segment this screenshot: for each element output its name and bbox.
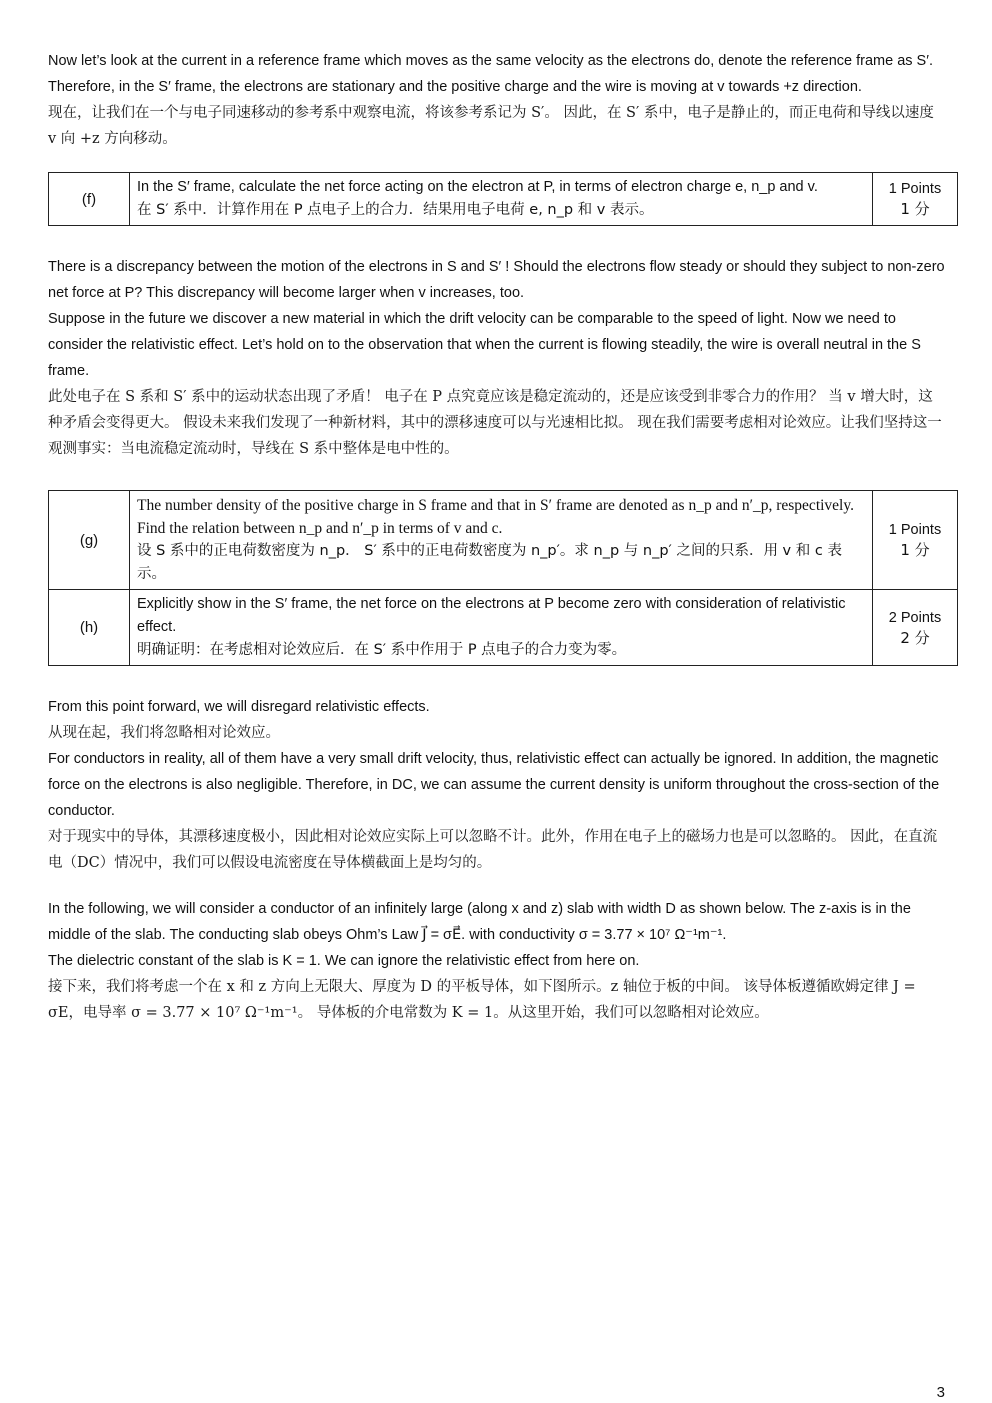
question-text-zh: 明确证明：在考虑相对论效应后．在 S′ 系中作用于 P 点电子的合力变为零。	[137, 642, 627, 658]
question-f-table	[48, 172, 958, 226]
question-g-h-table	[48, 490, 958, 666]
page-content	[48, 48, 946, 1026]
question-text-en: The number density of the positive charge in S frame and that in S′ frame are denoted as n_p and n′_p, respectively. Find the relation between n_p and n′_p in terms of v and c.	[137, 497, 854, 537]
question-body	[130, 173, 873, 226]
question-text-zh: 设 S 系中的正电荷数密度为 n_p． S′ 系中的正电荷数密度为 n_p′。求 n_p 与 n_p′ 之间的只系．用 v 和 c 表示。	[137, 543, 842, 582]
conductor-en: For conductors in reality, all of them have a very small drift velocity, thus, relativistic effect can actually be ignored. In addition, the magnetic force on the electrons is also negligible. Therefore, in DC, we can assume the current density is uniform throughout the cross-section of the conductor.	[48, 751, 940, 819]
points-zh: 1 分	[900, 541, 930, 559]
slab-zh: 接下来，我们将考虑一个在 x 和 z 方向上无限大、厚度为 D 的平板导体，如下图所示。z 轴位于板的中间。 该导体板遵循欧姆定律 J = σE，电导率 σ = 3.77 × 10⁷ Ω⁻¹m⁻¹。 导体板的介电常数为 K = 1。从这里开始，我们可以忽略相对论效应。	[48, 979, 916, 1021]
points-cell	[873, 491, 958, 590]
points-en: 2 Points	[888, 609, 942, 626]
points-cell	[873, 173, 958, 226]
question-label: (g)	[49, 491, 130, 590]
points-cell	[873, 590, 958, 666]
question-label: (f)	[49, 173, 130, 226]
question-text-en: In the S′ frame, calculate the net force acting on the electron at P, in terms of electron charge e, n_p and v.	[137, 179, 818, 195]
page-number: 3	[936, 1384, 945, 1401]
question-h-row	[49, 590, 958, 666]
points-en: 1 Points	[888, 181, 942, 197]
discrepancy-en-1: There is a discrepancy between the motion of the electrons in S and S′ ! Should the electrons flow steady or should they subject to non-zero net force at P? This discrepancy will become larger when v increases, too.	[48, 259, 945, 301]
question-g-row	[49, 491, 958, 590]
intro-en: Now let’s look at the current in a reference frame which moves as the same velocity as the electrons do, denote the reference frame as S′. Therefore, in the S′ frame, the electrons are stationary and the positive charge and the wire is moving at v towards +z direction.	[48, 53, 933, 95]
conductor-zh: 对于现实中的导体，其漂移速度极小，因此相对论效应实际上可以忽略不计。此外，作用在电子上的磁场力也是可以忽略的。 因此，在直流电（DC）情况中，我们可以假设电流密度在导体横截面上是均匀的。	[48, 829, 938, 871]
discrepancy-en-2: Suppose in the future we discover a new material in which the drift velocity can be comparable to the speed of light. Now we need to consider the relativistic effect. Let’s hold on to the observation that when the current is flowing steadily, the wire is overall neutral in the S frame.	[48, 311, 921, 379]
question-f-row	[49, 173, 958, 226]
question-body	[130, 491, 873, 590]
intro-zh: 现在，让我们在一个与电子同速移动的参考系中观察电流，将该参考系记为 S′。 因此，在 S′ 系中，电子是静止的，而正电荷和导线以速度 v 向 +z 方向移动。	[48, 105, 934, 147]
disregard-en: From this point forward, we will disregard relativistic effects.	[48, 699, 430, 715]
points-zh: 1 分	[900, 200, 930, 218]
question-label: (h)	[49, 590, 130, 666]
points-zh: 2 分	[900, 628, 930, 647]
disregard-zh: 从现在起，我们将忽略相对论效应。	[48, 725, 280, 741]
discrepancy-zh: 此处电子在 S 系和 S′ 系中的运动状态出现了矛盾！ 电子在 P 点究竟应该是稳定流动的，还是应该受到非零合力的作用？ 当 v 增大时，这种矛盾会变得更大。 假设未来我们发现了一种新材料，其中的漂移速度可以与光速相比拟。 现在我们需要考虑相对论效应。让我们坚持这一观测事实：当电流稳定流动时，导线在 S 系中整体是电中性的。	[48, 389, 942, 457]
question-text-zh: 在 S′ 系中．计算作用在 P 点电子上的合力．结果用电子电荷 e, n_p 和 v 表示。	[137, 202, 654, 218]
points-en: 1 Points	[888, 522, 942, 538]
slab-en-1: In the following, we will consider a conductor of an infinitely large (along x and z) slab with width D as shown below. The z-axis is in the middle of the slab. The conducting slab obeys Ohm’s Law J⃗ = σE⃗. with conductivity σ = 3.77 × 10⁷ Ω⁻¹m⁻¹.	[48, 901, 911, 943]
question-text-en: Explicitly show in the S′ frame, the net force on the electrons at P become zero with consideration of relativistic effect.	[137, 596, 846, 635]
slab-en-2: The dielectric constant of the slab is K = 1. We can ignore the relativistic effect from here on.	[48, 953, 640, 969]
question-body	[130, 590, 873, 666]
